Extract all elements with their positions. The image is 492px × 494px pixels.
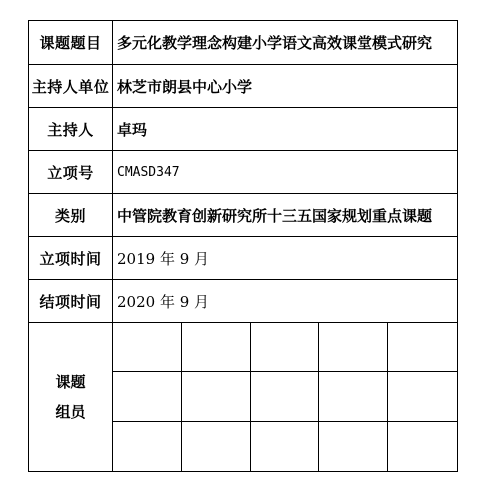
row-category (29, 193, 457, 236)
label-start-date: 立项时间 (29, 237, 113, 279)
value-project-number: CMASD347 (117, 164, 180, 180)
row-host (29, 107, 457, 150)
label-members-line1: 课题 (55, 373, 86, 391)
label-members (29, 323, 113, 471)
project-info-table (28, 20, 458, 472)
member-cell[interactable] (319, 372, 388, 421)
row-project-number (29, 150, 457, 193)
member-cell[interactable] (113, 422, 182, 471)
member-cell[interactable] (388, 372, 457, 421)
row-end-date (29, 279, 457, 322)
member-cell[interactable] (251, 323, 320, 372)
row-members (29, 322, 457, 471)
label-project-title: 课题题目 (29, 21, 113, 64)
value-project-title: 多元化教学理念构建小学语文高效课堂模式研究 (117, 34, 433, 52)
row-host-unit (29, 64, 457, 107)
member-cell[interactable] (251, 422, 320, 471)
member-cell[interactable] (319, 323, 388, 372)
member-cell[interactable] (388, 323, 457, 372)
label-members-line2: 组员 (55, 403, 86, 421)
label-project-number: 立项号 (29, 151, 113, 193)
value-host: 卓玛 (117, 120, 148, 139)
value-end-date: 2020 年 9 月 (117, 292, 210, 311)
label-host: 主持人 (29, 108, 113, 150)
value-start-date: 2019 年 9 月 (117, 249, 210, 268)
member-cell[interactable] (182, 372, 251, 421)
member-cell[interactable] (182, 422, 251, 471)
members-grid (113, 323, 457, 471)
member-cell[interactable] (319, 422, 388, 471)
row-start-date (29, 236, 457, 279)
label-host-unit: 主持人单位 (29, 65, 113, 107)
value-category: 中管院教育创新研究所十三五国家规划重点课题 (117, 206, 433, 225)
value-host-unit: 林芝市朗县中心小学 (117, 77, 253, 96)
member-cell[interactable] (182, 323, 251, 372)
row-project-title (29, 21, 457, 64)
member-cell[interactable] (113, 323, 182, 372)
member-cell[interactable] (251, 372, 320, 421)
label-category: 类别 (29, 194, 113, 236)
label-end-date: 结项时间 (29, 280, 113, 322)
member-cell[interactable] (388, 422, 457, 471)
member-cell[interactable] (113, 372, 182, 421)
